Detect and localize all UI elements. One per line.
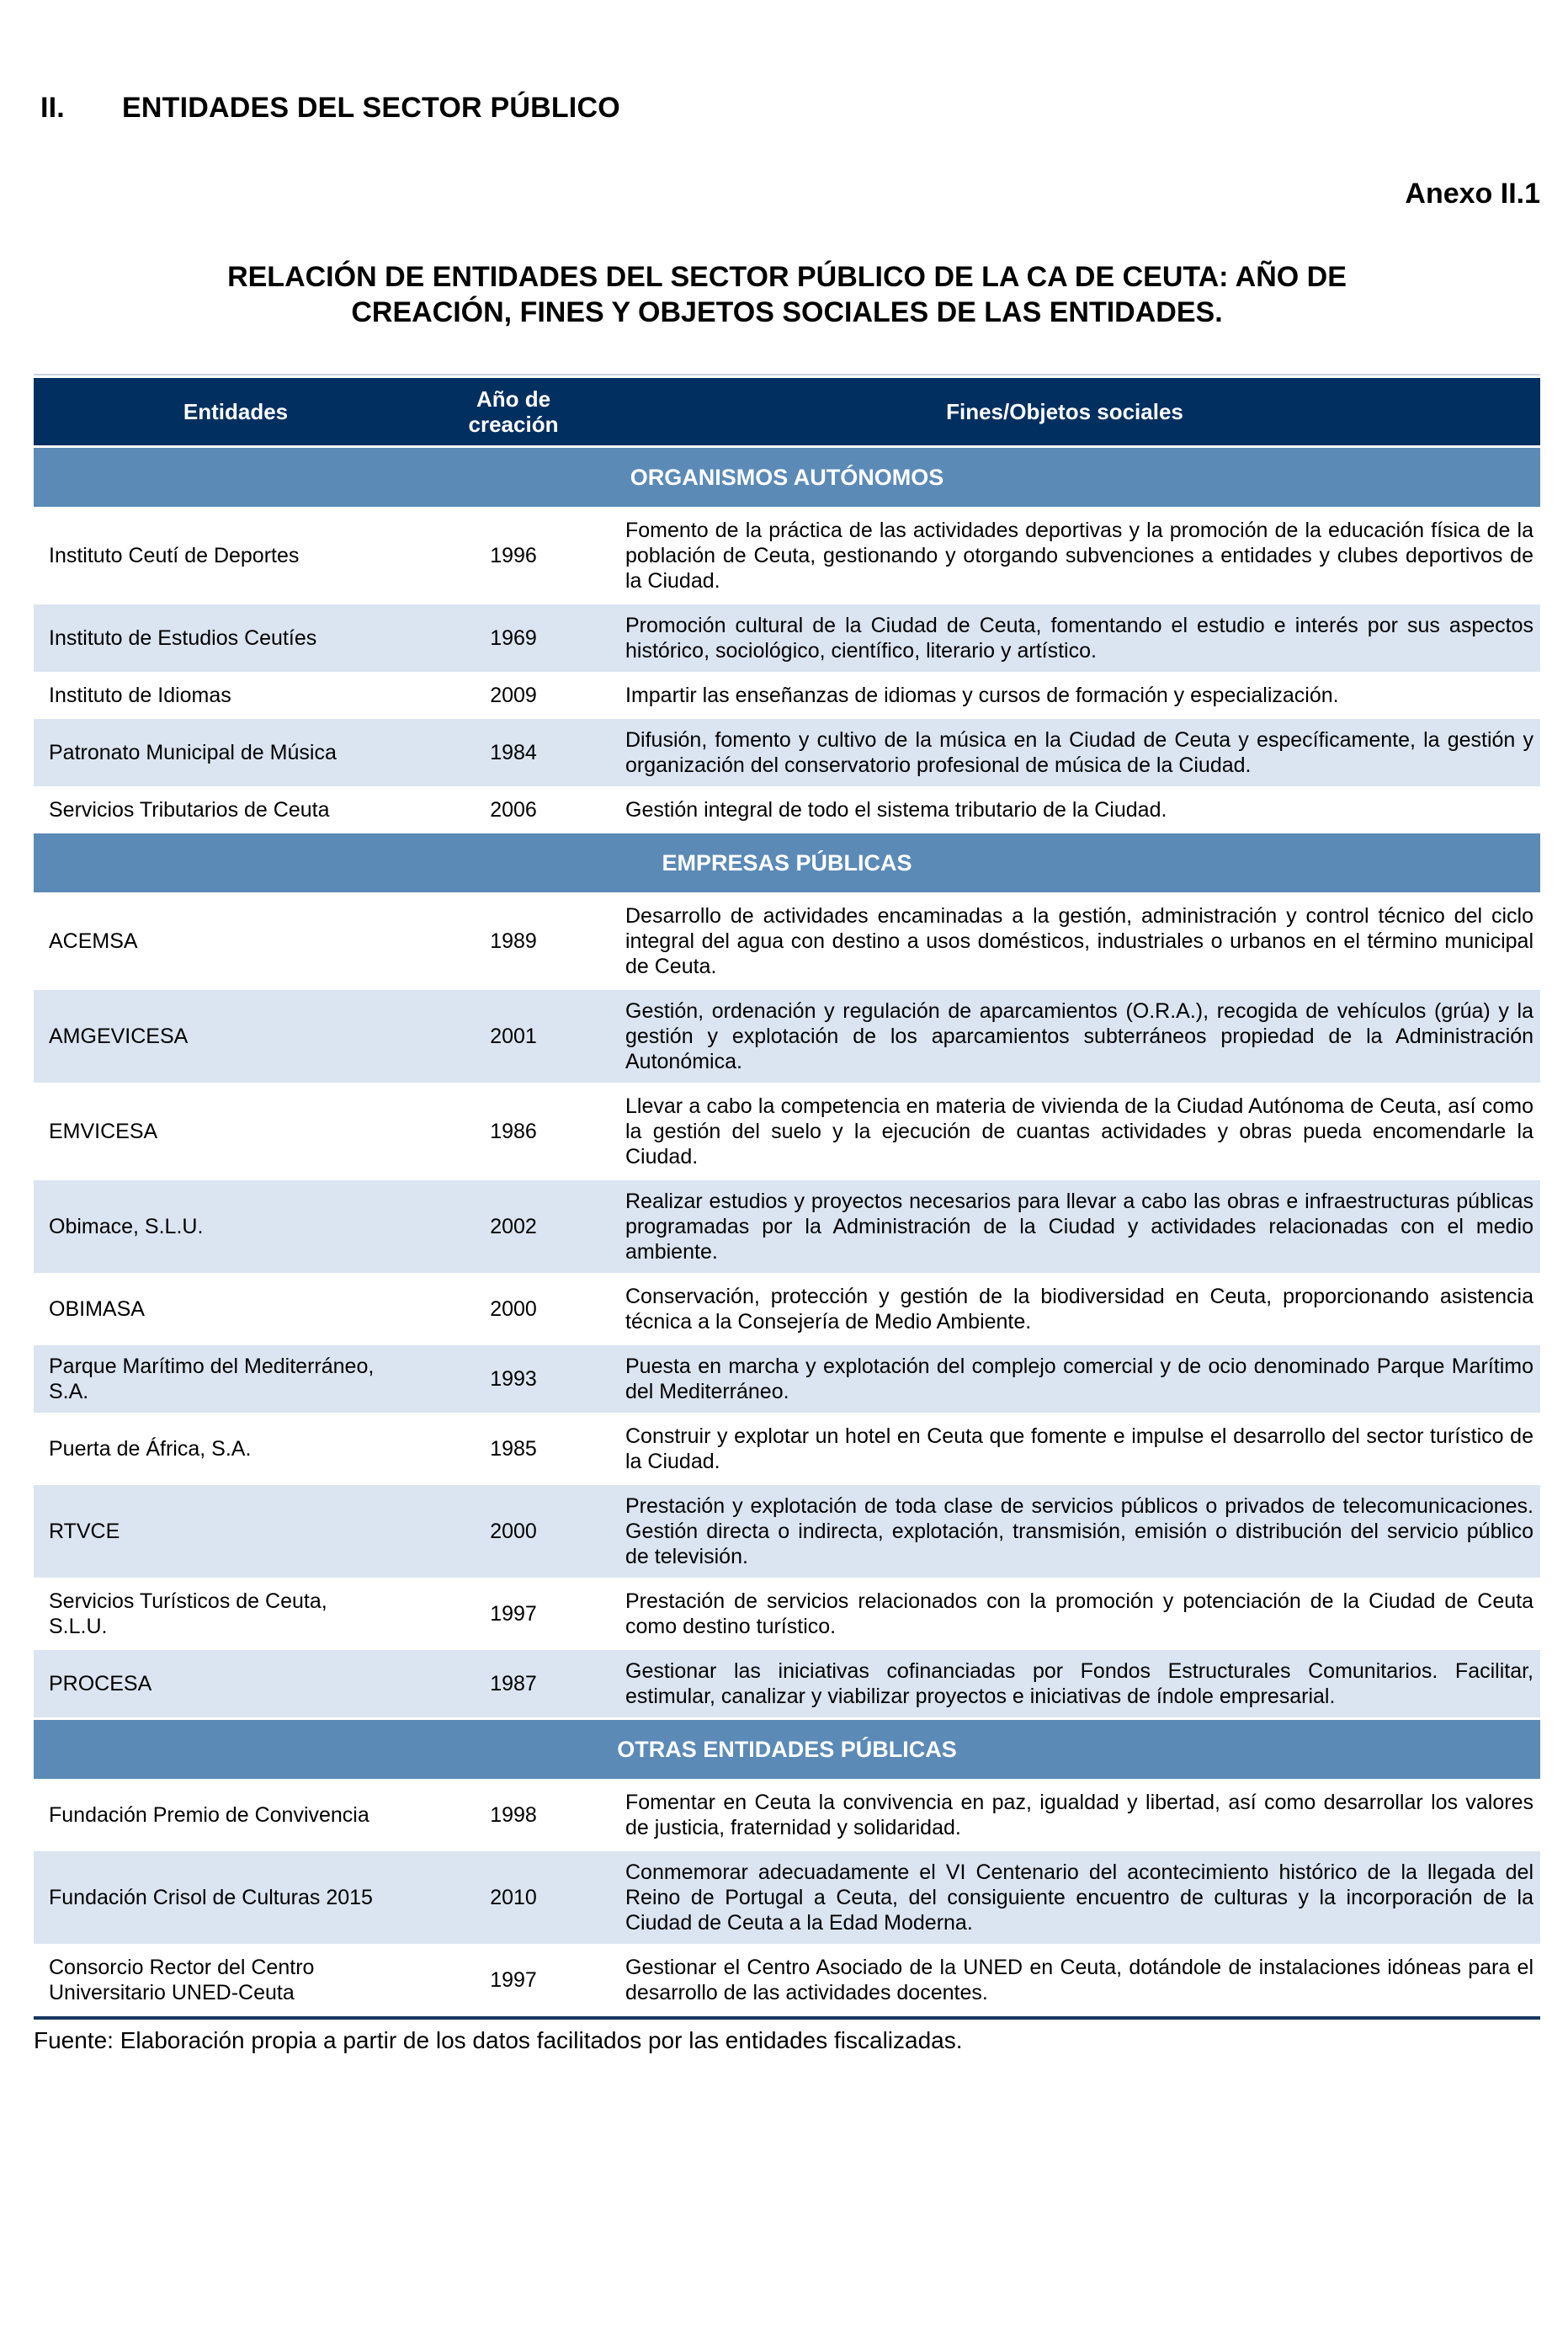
creation-year: 2000	[438, 1275, 589, 1343]
table-row	[34, 1781, 1540, 1849]
table-title-line1: RELACIÓN DE ENTIDADES DEL SECTOR PÚBLICO DE LA CA DE CEUTA: AÑO DE	[227, 261, 1347, 293]
table-row	[34, 1085, 1540, 1178]
table-row	[34, 604, 1540, 672]
table-row	[34, 1180, 1540, 1273]
section-heading	[34, 91, 1540, 125]
table-body	[34, 448, 1540, 2014]
creation-year: 1997	[438, 1946, 589, 2014]
entity-name: ACEMSA	[34, 895, 438, 988]
entities-table	[34, 374, 1540, 2020]
table-row	[34, 509, 1540, 602]
entity-purpose: Fomento de la práctica de las actividades deportivas y la promoción de la educación física de la población de Ceuta, gestionando y otorgando subvenciones a entidades y clubes deportivos de la Ciudad.	[589, 509, 1540, 602]
creation-year: 2009	[438, 674, 589, 716]
table-row	[34, 1580, 1540, 1648]
entity-purpose: Gestión integral de todo el sistema tributario de la Ciudad.	[589, 789, 1540, 831]
entity-purpose: Fomentar en Ceuta la convivencia en paz, igualdad y libertad, así como desarrollar los valores de justicia, fraternidad y solidaridad.	[589, 1781, 1540, 1849]
entity-purpose: Impartir las enseñanzas de idiomas y cursos de formación y especialización.	[589, 674, 1540, 716]
table-row	[34, 1946, 1540, 2014]
creation-year: 2002	[438, 1180, 589, 1273]
entity-purpose: Puesta en marcha y explotación del complejo comercial y de ocio denominado Parque Marítimo del Mediterráneo.	[589, 1345, 1540, 1413]
table-row	[34, 1415, 1540, 1483]
table-row	[34, 990, 1540, 1083]
creation-year: 2006	[438, 789, 589, 831]
entity-purpose: Difusión, fomento y cultivo de la música en la Ciudad de Ceuta y específicamente, la gestión y organización del conservatorio profesional de música de la Ciudad.	[589, 719, 1540, 786]
entity-name: Instituto de Estudios Ceutíes	[34, 604, 438, 672]
entity-purpose: Prestación y explotación de toda clase de servicios públicos o privados de telecomunicaciones. Gestión directa o indirecta, explotación, transmisión, emisión o distribución del servicio público de televisión.	[589, 1485, 1540, 1578]
creation-year: 2001	[438, 990, 589, 1083]
table-title	[34, 259, 1540, 330]
entity-name: AMGEVICESA	[34, 990, 438, 1083]
creation-year: 1996	[438, 509, 589, 602]
entity-name: Consorcio Rector del Centro Universitario UNED-Ceuta	[34, 1946, 438, 2014]
table-row	[34, 674, 1540, 716]
entity-name: Instituto Ceutí de Deportes	[34, 509, 438, 602]
entity-purpose: Llevar a cabo la competencia en materia de vivienda de la Ciudad Autónoma de Ceuta, así como la gestión del suelo y la ejecución de cuantas actividades y obras pueda encomendarle la Ciudad.	[589, 1085, 1540, 1178]
creation-year: 1969	[438, 604, 589, 672]
entity-name: Instituto de Idiomas	[34, 674, 438, 716]
entity-name: Fundación Premio de Convivencia	[34, 1781, 438, 1849]
entity-name: OBIMASA	[34, 1275, 438, 1343]
creation-year: 1989	[438, 895, 589, 988]
creation-year: 1998	[438, 1781, 589, 1849]
creation-year: 1987	[438, 1650, 589, 1717]
entity-purpose: Gestión, ordenación y regulación de aparcamientos (O.R.A.), recogida de vehículos (grúa) y la gestión y explotación de los aparcamientos subterráneos propiedad de la Administración Autonómica.	[589, 990, 1540, 1083]
entity-name: EMVICESA	[34, 1085, 438, 1178]
entity-name: Servicios Turísticos de Ceuta, S.L.U.	[34, 1580, 438, 1648]
table-row	[34, 1650, 1540, 1717]
section-band-row	[34, 833, 1540, 892]
entity-name: Servicios Tributarios de Ceuta	[34, 789, 438, 831]
table-row	[34, 719, 1540, 786]
table-header	[34, 378, 1540, 445]
entity-purpose: Prestación de servicios relacionados con la promoción y potenciación de la Ciudad de Ceuta como destino turístico.	[589, 1580, 1540, 1648]
col-header-entities: Entidades	[34, 378, 438, 445]
heading-text: ENTIDADES DEL SECTOR PÚBLICO	[122, 92, 620, 124]
creation-year: 1985	[438, 1415, 589, 1483]
section-band-title: OTRAS ENTIDADES PÚBLICAS	[34, 1720, 1540, 1779]
creation-year: 1993	[438, 1345, 589, 1413]
table-row	[34, 1275, 1540, 1343]
table-row	[34, 1485, 1540, 1578]
entity-purpose: Promoción cultural de la Ciudad de Ceuta, fomentando el estudio e interés por sus aspectos histórico, sociológico, científico, literario y artístico.	[589, 604, 1540, 672]
table-row	[34, 1345, 1540, 1413]
section-band-row	[34, 448, 1540, 507]
entity-purpose: Realizar estudios y proyectos necesarios para llevar a cabo las obras e infraestructuras públicas programadas por la Administración de la Ciudad y actividades relacionadas con el medio ambiente.	[589, 1180, 1540, 1273]
creation-year: 1997	[438, 1580, 589, 1648]
entity-name: Fundación Crisol de Culturas 2015	[34, 1851, 438, 1944]
table-row	[34, 895, 1540, 988]
entity-name: PROCESA	[34, 1650, 438, 1717]
entity-name: RTVCE	[34, 1485, 438, 1578]
section-band-title: EMPRESAS PÚBLICAS	[34, 833, 1540, 892]
entity-name: Parque Marítimo del Mediterráneo, S.A.	[34, 1345, 438, 1413]
entity-purpose: Conservación, protección y gestión de la biodiversidad en Ceuta, proporcionando asistencia técnica a la Consejería de Medio Ambiente.	[589, 1275, 1540, 1343]
creation-year: 1984	[438, 719, 589, 786]
section-band-row	[34, 1720, 1540, 1779]
creation-year: 2010	[438, 1851, 589, 1944]
col-header-year: Año de creación	[438, 378, 589, 445]
entity-purpose: Desarrollo de actividades encaminadas a la gestión, administración y control técnico del ciclo integral del agua con destino a usos domésticos, industriales o urbanos en el término municipal de Ceuta.	[589, 895, 1540, 988]
entity-purpose: Construir y explotar un hotel en Ceuta que fomente e impulse el desarrollo del sector turístico de la Ciudad.	[589, 1415, 1540, 1483]
entity-name: Obimace, S.L.U.	[34, 1180, 438, 1273]
table-row	[34, 789, 1540, 831]
entity-purpose: Gestionar las iniciativas cofinanciadas por Fondos Estructurales Comunitarios. Facilitar, estimular, canalizar y viabilizar proyectos e iniciativas de índole empresarial.	[589, 1650, 1540, 1717]
table-title-line2: CREACIÓN, FINES Y OBJETOS SOCIALES DE LAS ENTIDADES.	[351, 296, 1223, 328]
section-band-title: ORGANISMOS AUTÓNOMOS	[34, 448, 1540, 507]
source-note: Fuente: Elaboración propia a partir de los datos facilitados por las entidades fiscalizadas.	[34, 2027, 963, 2053]
table-row	[34, 1851, 1540, 1944]
table-header-row	[34, 378, 1540, 445]
entity-purpose: Conmemorar adecuadamente el VI Centenario del acontecimiento histórico de la llegada del Reino de Portugal a Ceuta, del consiguiente encuentro de culturas y la incorporación de la Ciudad de Ceuta a la Edad Moderna.	[589, 1851, 1540, 1944]
entity-name: Puerta de África, S.A.	[34, 1415, 438, 1483]
creation-year: 2000	[438, 1485, 589, 1578]
creation-year: 1986	[438, 1085, 589, 1178]
col-header-purpose: Fines/Objetos sociales	[589, 378, 1540, 445]
entity-name: Patronato Municipal de Música	[34, 719, 438, 786]
annex-label: Anexo II.1	[1405, 178, 1540, 210]
heading-number: II.	[40, 92, 65, 124]
entity-purpose: Gestionar el Centro Asociado de la UNED en Ceuta, dotándole de instalaciones idóneas para el desarrollo de las actividades docentes.	[589, 1946, 1540, 2014]
